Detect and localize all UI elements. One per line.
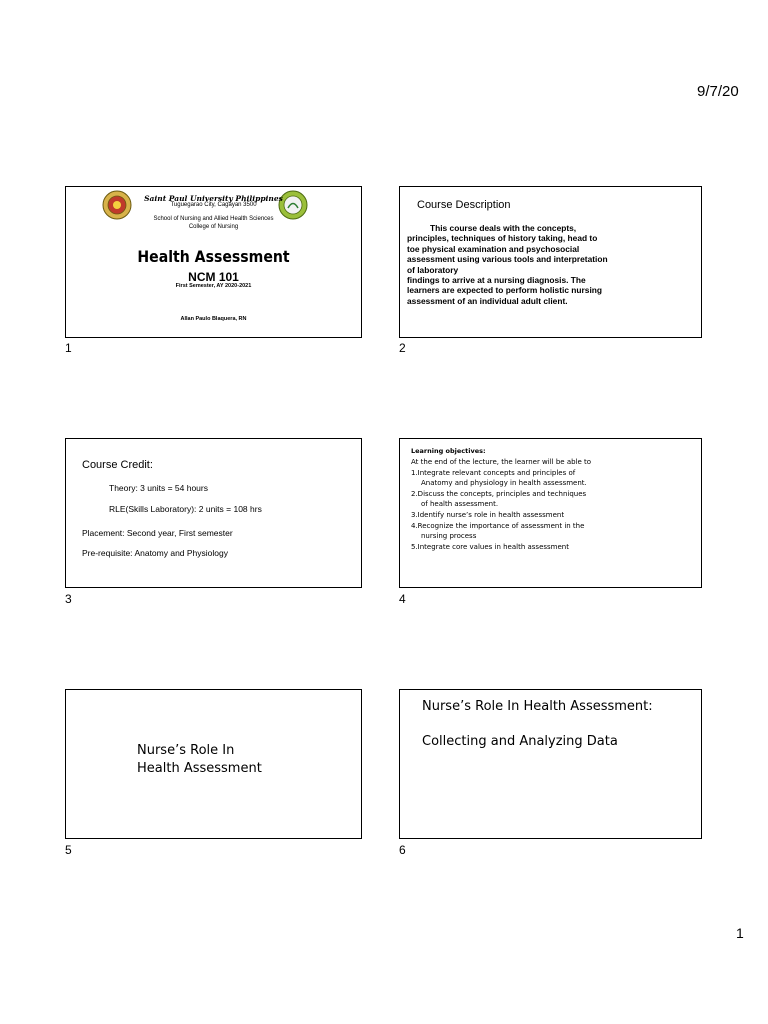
slide-subheading: Collecting and Analyzing Data [422,734,618,749]
slide-heading: Nurse’s Role In Health Assessment: [422,699,653,714]
slide-3 [65,438,362,588]
objectives-heading: Learning objectives: [411,447,486,455]
slide-number: 4 [399,592,406,606]
objective-item-cont: nursing process [421,532,477,540]
page-number: 1 [736,925,744,941]
course-code: NCM 101 [188,270,239,284]
objective-item: 1.Integrate relevant concepts and principles of [411,469,576,477]
slide-2 [399,186,702,338]
college-name: College of Nursing [188,224,239,230]
course-description-heading: Course Description [417,199,511,211]
section-title-line: Nurse’s Role In [137,743,235,758]
objective-item: 5.Integrate core values in health assessment [411,543,569,551]
slide-number: 3 [65,592,72,606]
slide-1 [65,186,362,338]
slide-title: Health Assessment [137,247,290,266]
slide-number: 1 [65,341,72,355]
objective-item-cont: of health assessment. [421,500,499,508]
rle-units: RLE(Skills Laboratory): 2 units = 108 hrs [109,504,262,514]
description-line: of laboratory [407,264,459,275]
school-name: School of Nursing and Allied Health Sciences [153,216,274,222]
description-line: assessment of an individual adult client. [407,295,568,306]
description-line: assessment using various tools and interpretation [407,254,608,265]
university-city: Tuguegarao City, Cagayan 3500 [170,202,257,208]
print-date: 9/7/20 [697,83,739,100]
description-line: findings to arrive at a nursing diagnosis. The [407,275,586,286]
section-title-line: Health Assessment [137,761,262,776]
slide-number: 6 [399,843,406,857]
theory-units: Theory: 3 units = 54 hours [109,483,208,493]
course-credit-heading: Course Credit: [82,459,153,471]
slide-4 [399,438,702,588]
objective-item: 3.Identify nurse’s role in health assessment [411,511,565,519]
objective-item: 2.Discuss the concepts, principles and techniques [411,490,587,498]
placement-text: Placement: Second year, First semester [82,528,233,538]
author-name: Allan Paulo Blaquera, RN [180,316,247,322]
section-title [137,742,262,778]
slide-5 [65,689,362,839]
objective-item-cont: Anatomy and physiology in health assessment. [421,479,587,487]
slide-number: 5 [65,843,72,857]
semester-text: First Semester, AY 2020-2021 [175,283,252,289]
description-line: principles, techniques of history taking, head to [407,233,598,244]
description-line: This course deals with the concepts, [430,223,577,233]
description-line: learners are expected to perform holistic nursing [407,285,603,296]
description-line: toe physical examination and psychosocial [407,243,580,254]
slide-6 [399,689,702,839]
course-description-text [407,223,657,306]
university-name: Saint Paul University Philippines [144,194,283,203]
prerequisite-text: Pre-requisite: Anatomy and Physiology [82,548,228,558]
objective-item: 4.Recognize the importance of assessment in the [411,522,585,530]
slide-number: 2 [399,341,406,355]
objectives-intro: At the end of the lecture, the learner will be able to [411,458,592,466]
